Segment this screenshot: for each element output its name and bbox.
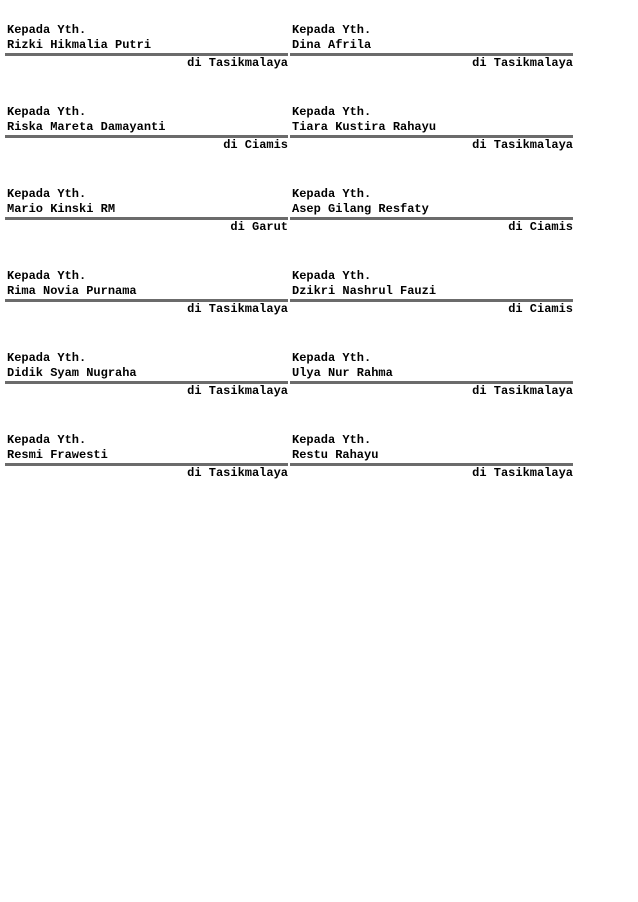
label-greeting: Kepada Yth. <box>7 433 87 447</box>
label-city: di Ciamis <box>223 138 288 152</box>
label-greeting: Kepada Yth. <box>292 433 372 447</box>
label-recipient-name: Dzikri Nashrul Fauzi <box>292 284 437 298</box>
label-greeting: Kepada Yth. <box>7 269 87 283</box>
label-recipient-name: Mario Kinski RM <box>7 202 116 216</box>
address-label <box>290 269 573 329</box>
label-recipient-name: Resmi Frawesti <box>7 448 108 462</box>
label-recipient-name: Dina Afrila <box>292 38 372 52</box>
label-greeting: Kepada Yth. <box>292 269 372 283</box>
address-label <box>290 105 573 165</box>
label-city: di Tasikmalaya <box>187 56 288 70</box>
label-city: di Tasikmalaya <box>187 466 288 480</box>
address-label <box>5 105 288 165</box>
label-city: di Tasikmalaya <box>472 56 573 70</box>
label-city: di Tasikmalaya <box>472 384 573 398</box>
label-recipient-name: Rima Novia Purnama <box>7 284 137 298</box>
label-greeting: Kepada Yth. <box>292 23 372 37</box>
address-label <box>5 23 288 83</box>
label-city: di Garut <box>230 220 288 234</box>
label-greeting: Kepada Yth. <box>7 105 87 119</box>
label-city: di Ciamis <box>508 302 573 316</box>
label-recipient-name: Asep Gilang Resfaty <box>292 202 429 216</box>
address-label <box>5 433 288 493</box>
address-label <box>5 269 288 329</box>
label-recipient-name: Didik Syam Nugraha <box>7 366 137 380</box>
label-city: di Tasikmalaya <box>472 466 573 480</box>
label-city: di Tasikmalaya <box>187 302 288 316</box>
label-greeting: Kepada Yth. <box>292 351 372 365</box>
label-recipient-name: Ulya Nur Rahma <box>292 366 393 380</box>
label-recipient-name: Rizki Hikmalia Putri <box>7 38 152 52</box>
address-label <box>290 187 573 247</box>
address-label <box>290 433 573 493</box>
address-label <box>5 351 288 411</box>
label-city: di Tasikmalaya <box>187 384 288 398</box>
label-greeting: Kepada Yth. <box>7 23 87 37</box>
address-label <box>5 187 288 247</box>
label-greeting: Kepada Yth. <box>7 351 87 365</box>
label-greeting: Kepada Yth. <box>292 105 372 119</box>
label-city: di Ciamis <box>508 220 573 234</box>
label-greeting: Kepada Yth. <box>7 187 87 201</box>
address-label <box>290 351 573 411</box>
label-recipient-name: Riska Mareta Damayanti <box>7 120 166 134</box>
label-recipient-name: Tiara Kustira Rahayu <box>292 120 437 134</box>
label-recipient-name: Restu Rahayu <box>292 448 379 462</box>
label-city: di Tasikmalaya <box>472 138 573 152</box>
address-label <box>290 23 573 83</box>
label-greeting: Kepada Yth. <box>292 187 372 201</box>
